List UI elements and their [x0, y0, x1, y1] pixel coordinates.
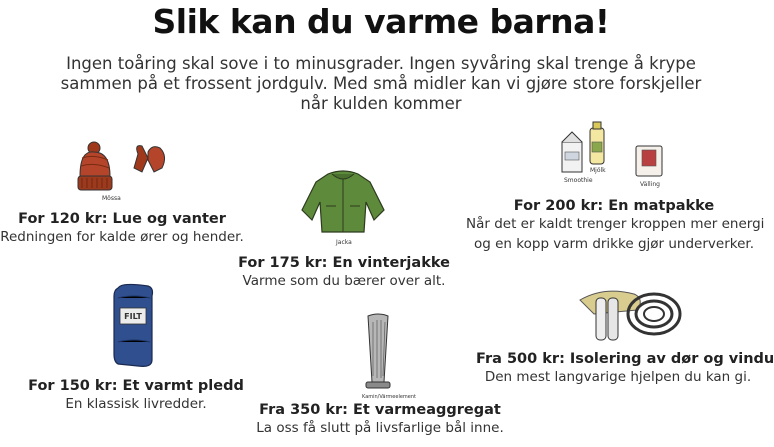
hat-and-mittens-icon [74, 138, 174, 204]
winter-jacket-icon [298, 166, 388, 246]
space-heater-icon [360, 312, 416, 402]
hat-sketch-label: Mössa [102, 195, 121, 202]
milk-sketch-label: Mjölk [590, 167, 606, 174]
smoothie-sketch-label: Smoothie [564, 177, 593, 184]
item-heading: For 150 kr: Et varmt pledd [28, 378, 244, 394]
item-description: Den mest langvarige hjelpen du kan gi. [484, 369, 752, 385]
item-heading: Fra 350 kr: Et varmeaggregat [259, 402, 501, 418]
page-title: Slik kan du varme barna! [152, 2, 610, 41]
blanket-sketch-label: FILT [124, 312, 142, 321]
item-description-line-1: Når det er kaldt trenger kroppen mer energi [466, 216, 765, 232]
item-winter-jacket [222, 255, 466, 291]
item-heading: For 175 kr: En vinterjakke [238, 255, 450, 271]
item-description: Redningen for kalde ører og hender. [0, 229, 244, 245]
valling-sketch-label: Välling [640, 181, 660, 188]
jacket-sketch-label: Jacka [336, 239, 352, 246]
item-blanket [14, 378, 258, 414]
item-insulation [476, 351, 774, 387]
blanket-icon [108, 282, 162, 370]
insulation-icon [574, 280, 684, 346]
item-description: Varme som du bærer over alt. [242, 273, 446, 289]
item-description: La oss få slutt på livsfarlige bål inne. [256, 420, 504, 436]
intro-text: Ingen toåring skal sove i to minusgrader. Ingen syvåring skal trenge å krype sammen på et frossent jordgulv. Med små midler kan vi gjøre store forskjeller når kulden kommer [60, 54, 702, 113]
food-package-icon [556, 120, 676, 190]
item-heading: For 120 kr: Lue og vanter [18, 211, 226, 227]
item-space-heater [235, 402, 525, 438]
heater-sketch-label: Kamin/Värmeelement [362, 394, 416, 400]
item-heading: Fra 500 kr: Isolering av dør og vindu [476, 351, 774, 367]
item-description-line-2: og en kopp varm drikke gjør underverker. [474, 236, 754, 252]
item-food-package [466, 198, 765, 254]
item-description: En klassisk livredder. [65, 396, 207, 412]
item-hat-and-mittens [0, 211, 244, 247]
item-heading: For 200 kr: En matpakke [513, 198, 715, 214]
